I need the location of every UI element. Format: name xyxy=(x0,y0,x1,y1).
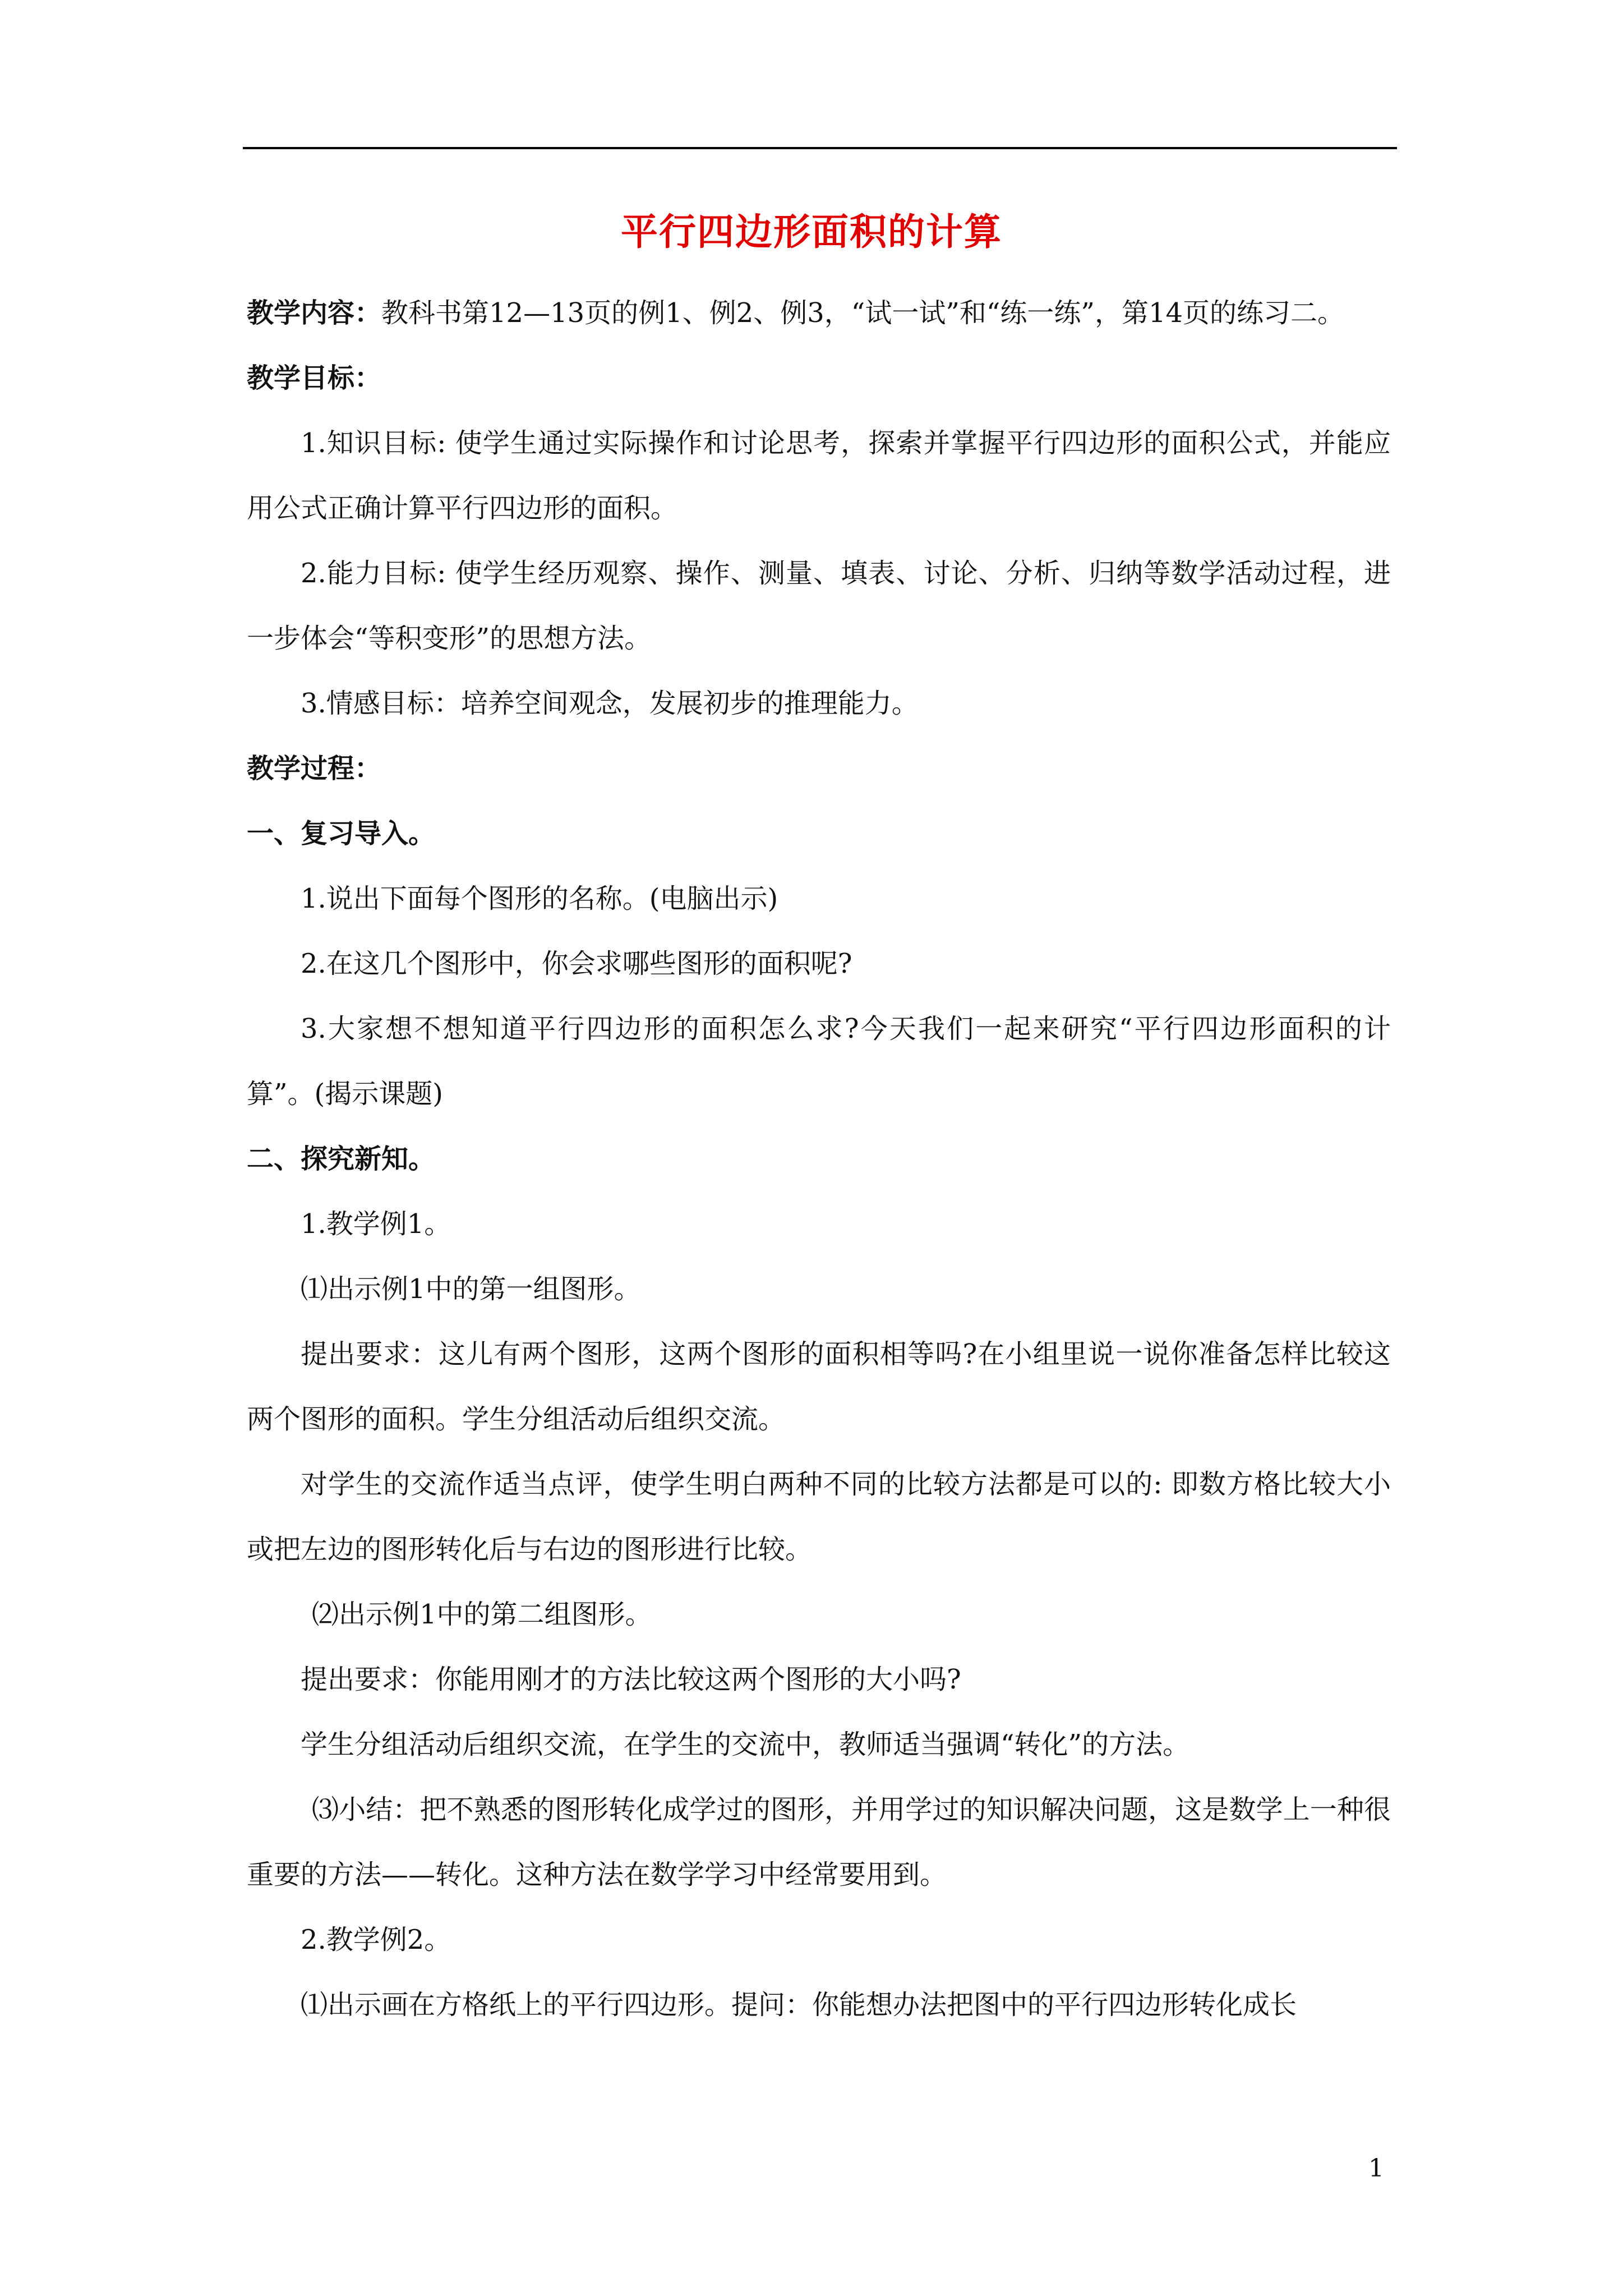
content-paragraph xyxy=(247,280,1391,346)
header-rule xyxy=(243,147,1397,149)
goal-item: 2.能力目标: 使学生经历观察、操作、测量、填表、讨论、分析、归纳等数学活动过程，进一步体会“等积变形”的思想方法。 xyxy=(247,558,1391,654)
section-item: 提出要求：这儿有两个图形，这两个图形的面积相等吗?在小组里说一说你准备怎样比较这两个图形的面积。学生分组活动后组织交流。 xyxy=(247,1338,1391,1435)
section-heading: 一、复习导入。 xyxy=(247,818,436,849)
goals-heading: 教学目标： xyxy=(247,362,382,394)
section-item: ⑴出示例1中的第一组图形。 xyxy=(301,1273,641,1305)
page-number: 1 xyxy=(1368,2154,1384,2183)
process-heading: 教学过程： xyxy=(247,753,382,784)
section-item: ⑵出示例1中的第二组图形。 xyxy=(312,1599,652,1630)
content-label: 教学内容： xyxy=(247,297,382,329)
section-item: 1.说出下面每个图形的名称。(电脑出示) xyxy=(301,883,778,914)
goal-item: 3.情感目标：培养空间观念，发展初步的推理能力。 xyxy=(301,688,919,719)
document-title: 平行四边形面积的计算 xyxy=(621,210,1002,254)
section-item: 对学生的交流作适当点评，使学生明白两种不同的比较方法都是可以的: 即数方格比较大小或把左边的图形转化后与右边的图形进行比较。 xyxy=(247,1469,1391,1565)
goal-item: 1.知识目标: 使学生通过实际操作和讨论思考，探索并掌握平行四边形的面积公式，并能应用公式正确计算平行四边形的面积。 xyxy=(247,427,1391,524)
section-item: 3.大家想不想知道平行四边形的面积怎么求?今天我们一起来研究“平行四边形面积的计算”。(揭示课题) xyxy=(247,1013,1391,1110)
content-text: 教科书第12—13页的例1、例2、例3，“试一试”和“练一练”，第14页的练习二。 xyxy=(381,297,1345,329)
section-item: 提出要求：你能用刚才的方法比较这两个图形的大小吗? xyxy=(301,1664,961,1695)
section-item: 2.教学例2。 xyxy=(301,1924,451,1955)
section-item: ⑴出示画在方格纸上的平行四边形。提问：你能想办法把图中的平行四边形转化成长 xyxy=(301,1989,1297,2021)
section-item: 学生分组活动后组织交流，在学生的交流中，教师适当强调“转化”的方法。 xyxy=(301,1729,1190,1760)
section-heading: 二、探究新知。 xyxy=(247,1143,436,1175)
section-item: 2.在这几个图形中，你会求哪些图形的面积呢? xyxy=(301,948,852,979)
document-body xyxy=(247,280,1391,2037)
section-item: ⑶小结：把不熟悉的图形转化成学过的图形，并用学过的知识解决问题，这是数学上一种很重要的方法——转化。这种方法在数学学习中经常要用到。 xyxy=(247,1794,1391,1890)
section-item: 1.教学例1。 xyxy=(301,1208,451,1240)
